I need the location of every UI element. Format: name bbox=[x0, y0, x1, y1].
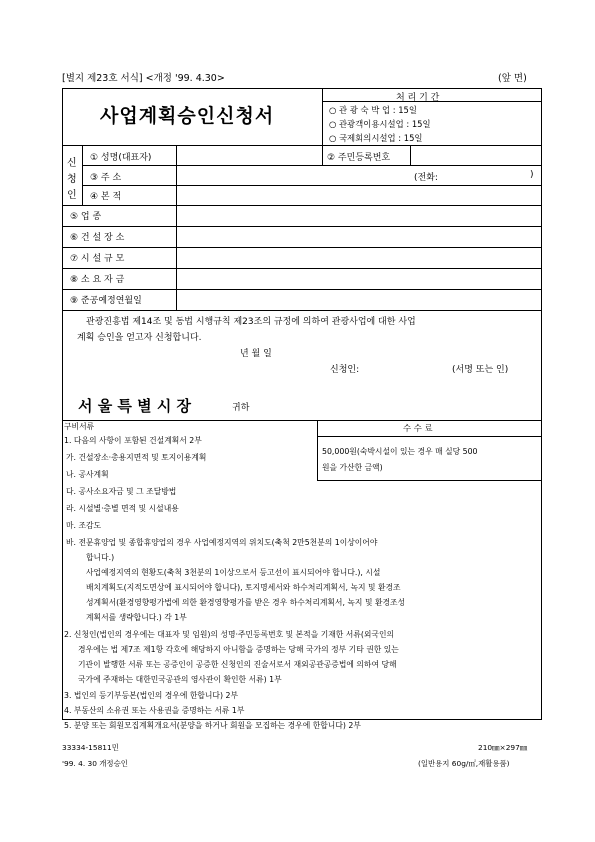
name-id-divider bbox=[322, 145, 323, 165]
fee-label-line bbox=[317, 436, 542, 437]
document-line: 나. 공사계획 bbox=[66, 470, 109, 479]
row-line bbox=[62, 289, 542, 290]
document-line: 라. 시설별·층별 면적 및 시설내용 bbox=[66, 504, 179, 513]
recipient-name: 서 울 특 별 시 장 bbox=[78, 397, 192, 415]
document-line: 4. 부동산의 소유권 또는 사용권을 증명하는 서류 1부 bbox=[64, 706, 245, 715]
statement-line: 계획 승인을 얻고자 신청합니다. bbox=[77, 333, 202, 343]
document-line: 기관이 발행한 서류 또는 공증인이 공증한 신청인의 진술서로서 재외공관공증법에 의하여 당해 bbox=[78, 660, 397, 669]
form-code: 33334-15811민 bbox=[62, 743, 119, 752]
form-reference: [별지 제23호 서식] <개정 '99. 4.30> bbox=[62, 73, 225, 84]
id-label-divider bbox=[410, 145, 411, 165]
title-bottom-line bbox=[62, 145, 542, 146]
applicant-side-label: 청 bbox=[67, 174, 77, 185]
domicile-label: ④ 본 적 bbox=[90, 192, 122, 202]
document-line: 1. 다음의 사항이 포함된 건설계획서 2부 bbox=[64, 436, 202, 445]
name-label: ① 성명(대표자) bbox=[90, 153, 152, 163]
document-line: 3. 법인의 등기부등본(법인의 경우에 한합니다) 2부 bbox=[64, 691, 238, 700]
document-line: 국가에 주재하는 대한민국공관의 영사관이 확인한 서류) 1부 bbox=[78, 675, 282, 684]
applicant-side-label: 인 bbox=[67, 190, 77, 201]
facility-scale-label: ⑦ 시 설 규 모 bbox=[70, 254, 125, 264]
application-date: 년 월 일 bbox=[240, 349, 272, 359]
applicant-side-label: 신 bbox=[67, 158, 77, 169]
page-side-label: (앞 면) bbox=[498, 73, 527, 84]
row-line bbox=[82, 165, 542, 166]
processing-period-label: 처 리 기 간 bbox=[396, 93, 440, 103]
document-line: 2. 신청인(법인의 경우에는 대표자 및 임원)의 성명·주민등록번호 및 본적을 기재한 서류(외국인의 bbox=[64, 630, 395, 639]
fee-label: 수 수 료 bbox=[403, 423, 433, 433]
fee-text: 원을 가산한 금액) bbox=[322, 463, 383, 472]
document-line: 성계획서(환경영향평가법에 의한 환경영향평가를 받은 경우 하수처리계획서, 녹지 및 환경조성 bbox=[86, 598, 406, 607]
title-divider bbox=[322, 88, 323, 145]
document-line: 가. 건설장소·총용지면적 및 토지이용계획 bbox=[66, 453, 207, 462]
processing-item: ○ 국제회의시설업 : 15일 bbox=[329, 133, 423, 143]
documents-label: 구비서류 bbox=[64, 422, 95, 431]
revision-note: '99. 4. 30 개정승인 bbox=[62, 759, 128, 768]
statement-line: 관광진흥법 제14조 및 동법 시행규칙 제23조의 규정에 의하여 관광사업에 대한 사업 bbox=[86, 317, 416, 327]
completion-date-label: ⑨ 준공예정연월일 bbox=[70, 296, 142, 306]
phone-close: ) bbox=[530, 170, 534, 180]
row-line bbox=[62, 310, 542, 311]
document-line: 마. 조감도 bbox=[66, 521, 102, 530]
document-line: 바. 전문휴양업 및 종합휴양업의 경우 사업예정지역의 위치도(축척 2만5천분의 1이상이어야 bbox=[66, 538, 378, 547]
phone-label: (전화: bbox=[414, 173, 438, 183]
processing-item: ○ 관 광 숙 박 업 : 15일 bbox=[329, 105, 417, 115]
document-line: 5. 분양 또는 회원모집계획개요서(분양을 하거나 회원을 모집하는 경우에 한합니다) 2부 bbox=[64, 721, 361, 730]
document-line: 다. 공사소요자금 및 그 조달방법 bbox=[66, 487, 177, 496]
processing-item: ○ 관광객이용시설업 : 15일 bbox=[329, 119, 431, 129]
document-line: 합니다.) bbox=[86, 553, 115, 562]
fee-box-left bbox=[317, 420, 318, 480]
paper-size: 210㎜×297㎜ bbox=[478, 743, 528, 752]
row-line bbox=[62, 268, 542, 269]
row-line bbox=[62, 247, 542, 248]
document-line: 경우에는 법 제7조 제1항 각호에 해당하지 아니함을 증명하는 당해 국가의 정부 기타 권한 있는 bbox=[78, 645, 399, 654]
row-line bbox=[62, 226, 542, 227]
construction-site-label: ⑥ 건 설 장 소 bbox=[70, 233, 125, 243]
document-line: 계획서를 생략합니다.) 각 1부 bbox=[86, 613, 187, 622]
fee-text: 50,000원(숙박시설이 있는 경우 매 실당 500 bbox=[322, 447, 478, 456]
signature-or-seal: (서명 또는 인) bbox=[452, 365, 509, 375]
paper-type: (일반용지 60g/㎡,재활용품) bbox=[418, 759, 510, 768]
section-line bbox=[62, 420, 542, 421]
label-column-divider bbox=[176, 145, 177, 310]
form-title: 사업계획승인신청서 bbox=[100, 105, 275, 127]
document-line: 배치계획도(지적도면상에 표시되어야 합니다), 토지명세서와 하수처리계획서, 녹지 및 환경조 bbox=[86, 583, 401, 592]
required-funds-label: ⑧ 소 요 자 금 bbox=[70, 275, 125, 285]
address-label: ③ 주 소 bbox=[90, 173, 122, 183]
business-type-label: ⑤ 업 종 bbox=[70, 212, 102, 222]
document-line: 사업예정지역의 현황도(축척 3천분의 1이상으로서 등고선이 표시되어야 합니다.), 시설 bbox=[86, 568, 381, 577]
row-line bbox=[62, 205, 542, 206]
recipient-suffix: 귀하 bbox=[232, 403, 250, 413]
applicant-side-divider bbox=[82, 145, 83, 205]
fee-box-bottom bbox=[317, 480, 542, 481]
row-line bbox=[82, 185, 542, 186]
applicant-signature-label: 신청인: bbox=[330, 365, 360, 375]
resident-number-label: ② 주민등록번호 bbox=[327, 153, 391, 163]
